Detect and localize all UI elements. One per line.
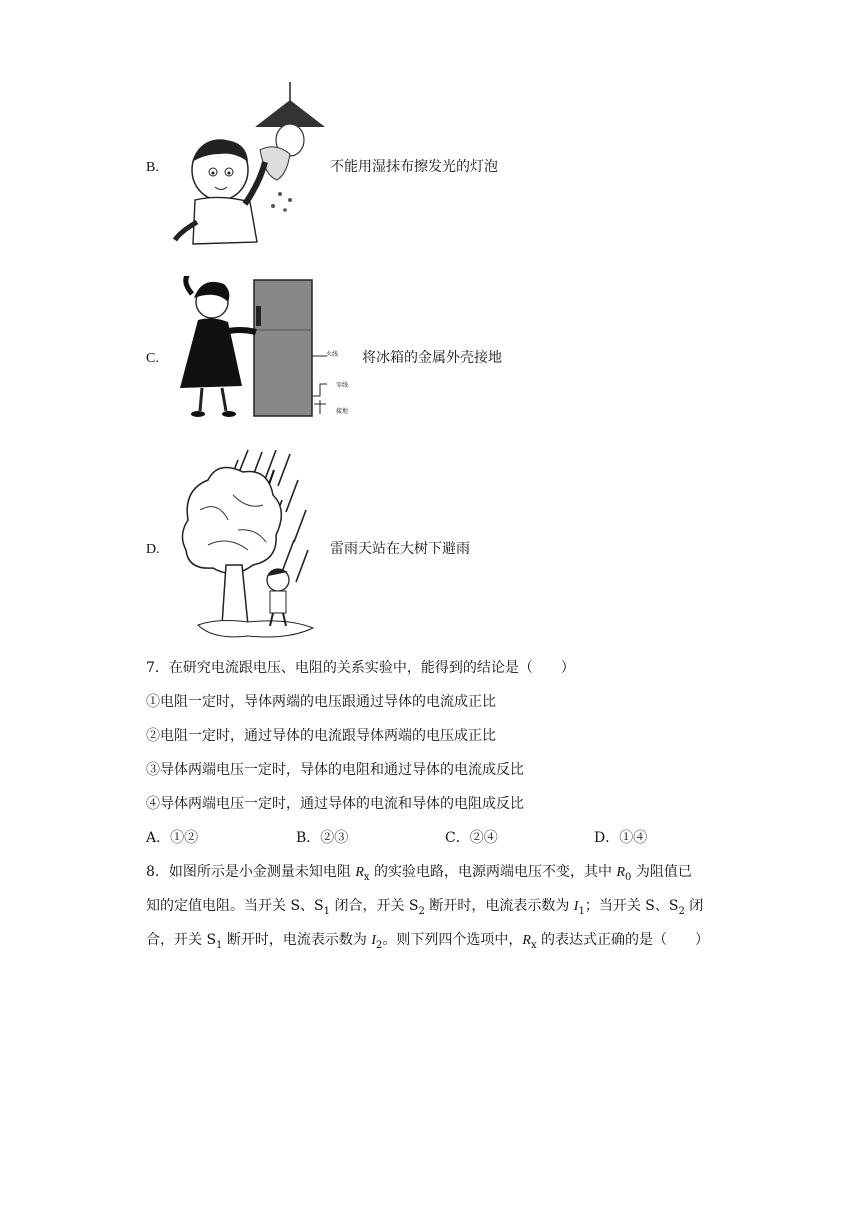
- q7-answer-b-text: ②③: [320, 830, 349, 846]
- tree-lightning-illustration: [178, 450, 328, 645]
- q8-line-3: 合，开关 $S_1$ 断开时，电流表示数为 $I_2$。则下列四个选项中，$R_x$ 的表达式正确的是（ ）: [146, 932, 710, 951]
- q7-answer-d-text: ①④: [619, 830, 648, 846]
- option-d-letter: D.: [146, 542, 160, 557]
- fridge-grounding-illustration: [172, 276, 342, 426]
- q7-answer-c-text: ②④: [469, 830, 498, 846]
- live-wire-label: 火线: [326, 351, 339, 358]
- q7-answer-b[interactable]: [296, 828, 348, 848]
- q7-statement-1: ①电阻一定时，导体两端的电压跟通过导体的电流成正比: [146, 694, 496, 710]
- option-c-text: 将冰箱的金属外壳接地: [362, 350, 502, 366]
- q7-answer-d[interactable]: [594, 828, 647, 848]
- q7-answer-a-text: ①②: [170, 830, 199, 846]
- ground-wire-label: 接地: [336, 408, 349, 415]
- option-b-text: 不能用湿抹布擦发光的灯泡: [330, 159, 498, 175]
- q7-statement-3: ③导体两端电压一定时，导体的电阻和通过导体的电流成反比: [146, 762, 524, 778]
- q7-answer-b-letter: B．: [296, 830, 321, 846]
- q7-answer-d-letter: D．: [594, 830, 620, 846]
- q7-answer-a-letter: A．: [146, 830, 171, 846]
- q7-stem: 7．在研究电流跟电压、电阻的关系实验中，能得到的结论是（ ）: [146, 660, 575, 676]
- option-d-text: 雷雨天站在大树下避雨: [330, 541, 470, 557]
- option-c-letter: C.: [146, 351, 159, 366]
- neutral-wire-label: 零线: [336, 382, 349, 389]
- q8-line-2: 知的定值电阻。当开关 S、$S_1$ 闭合，开关 $S_2$ 断开时，电流表示数为 $I_1$；当开关 S、$S_2$ 闭: [146, 898, 704, 917]
- wet-cloth-bulb-illustration: [165, 82, 330, 252]
- q7-statement-2: ②电阻一定时，通过导体的电流跟导体两端的电压成正比: [146, 728, 496, 744]
- q7-answer-c-letter: C．: [445, 830, 470, 846]
- q7-answer-c[interactable]: [445, 828, 498, 848]
- q8-line-1: 8．如图所示是小金测量未知电阻 $R_x$ 的实验电路，电源两端电压不变，其中 $R_0$ 为阻值已: [146, 864, 692, 883]
- q7-answer-a[interactable]: [146, 828, 198, 848]
- option-b-letter: B.: [146, 160, 159, 175]
- q7-statement-4: ④导体两端电压一定时，通过导体的电流和导体的电阻成反比: [146, 796, 524, 812]
